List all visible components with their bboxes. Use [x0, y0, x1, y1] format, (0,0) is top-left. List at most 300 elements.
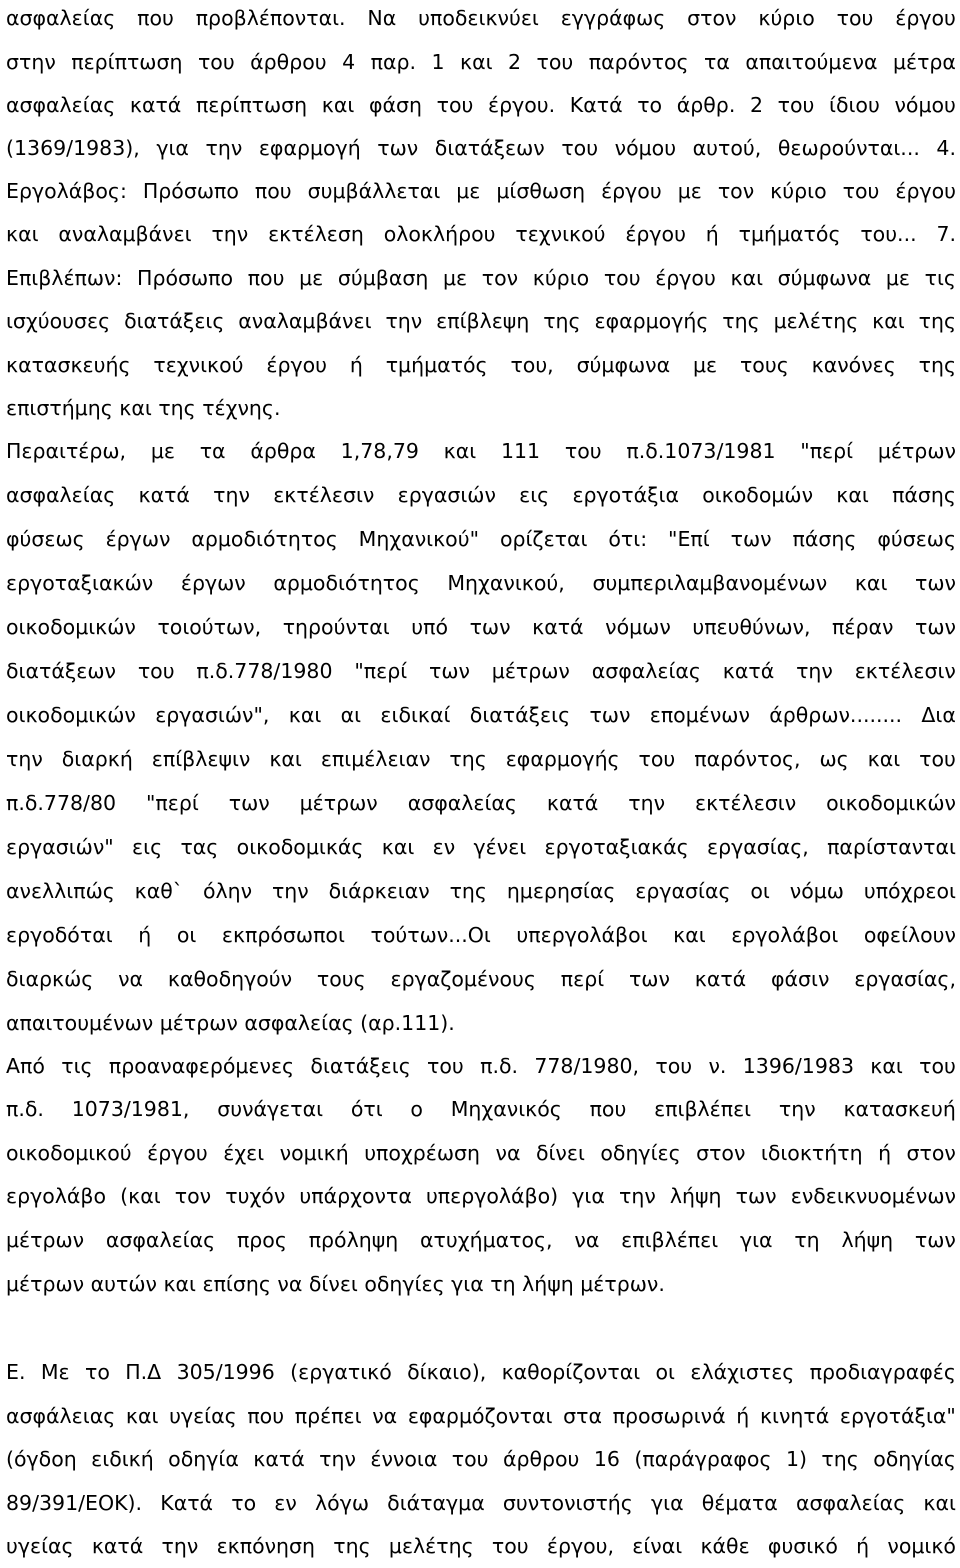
word: οδηγίας — [873, 1447, 956, 1471]
text-line: μέτρων αυτών και επίσης να δίνει οδηγίες για τη λήψη μέτρων. — [6, 1272, 665, 1296]
text-line — [6, 219, 956, 249]
word: επιβλέπει — [621, 1228, 719, 1252]
word: επίβλεψιν — [151, 747, 251, 771]
word: του — [137, 659, 175, 683]
word: εφαρμογή — [258, 136, 361, 160]
word: υπόχρεοι — [863, 879, 956, 903]
word: με — [150, 439, 175, 463]
word: κατά — [722, 659, 775, 683]
word: π.δ.778/80 — [6, 791, 117, 815]
text-line — [6, 1225, 956, 1255]
word: κατασκευής — [6, 353, 131, 377]
word: π.δ. — [6, 1097, 44, 1121]
word: παρίστανται — [827, 835, 956, 859]
word: ασφάλειας — [6, 1404, 116, 1428]
word: και — [443, 439, 477, 463]
word: τμήματός — [385, 353, 488, 377]
word: την — [213, 483, 250, 507]
word: μέτρα — [892, 50, 956, 74]
word: για — [572, 1184, 605, 1208]
word: 305/1996 — [176, 1360, 275, 1384]
word: στον — [696, 1141, 746, 1165]
word: (παράγραφος — [634, 1447, 772, 1471]
word: και — [854, 571, 888, 595]
word: σύμφωνα — [576, 353, 671, 377]
word: πάσης — [792, 527, 857, 551]
word: την — [619, 1184, 656, 1208]
word: οι — [655, 1360, 675, 1384]
word: ή — [349, 353, 363, 377]
word: ολοκλήρου — [383, 222, 496, 246]
word: ότι — [350, 1097, 383, 1121]
word: έργου. — [488, 93, 556, 117]
word: την — [628, 791, 666, 815]
word: 778/1980, — [534, 1054, 640, 1078]
word: θεωρούνται... — [777, 136, 920, 160]
word: με — [677, 179, 702, 203]
word: Να — [367, 6, 397, 30]
word: ή — [138, 923, 152, 947]
word: (1369/1983), — [6, 136, 140, 160]
word: με — [885, 266, 910, 290]
word: της — [449, 879, 487, 903]
word: νόμω — [789, 879, 844, 903]
word: παρόντος — [588, 50, 689, 74]
word: εκπόνηση — [216, 1534, 316, 1558]
word: κατά — [694, 967, 747, 991]
text-line — [6, 964, 956, 994]
word: φύσεως — [6, 527, 85, 551]
word: άρθρου — [502, 1447, 580, 1471]
word: επομένων — [649, 703, 750, 727]
word: την — [211, 222, 249, 246]
word: εργοταξιακών — [6, 571, 154, 595]
word: διαρκή — [61, 747, 133, 771]
word: εκτέλεση — [268, 222, 364, 246]
word: ως — [819, 747, 849, 771]
word: μέτρων — [491, 659, 570, 683]
word: π.δ.1073/1981 — [626, 439, 776, 463]
word: διατάξεων — [6, 659, 116, 683]
word: και — [867, 747, 901, 771]
word: στην — [6, 50, 56, 74]
word: Μηχανικού, — [447, 571, 565, 595]
word: της — [918, 353, 956, 377]
word: και — [381, 835, 415, 859]
word: 1 — [431, 50, 445, 74]
word: εν — [432, 835, 456, 859]
text-line — [6, 656, 956, 686]
word: του — [836, 6, 874, 30]
word: 7. — [936, 222, 956, 246]
word: διατάξεις — [124, 309, 225, 333]
word: του — [777, 93, 815, 117]
word: της — [543, 309, 581, 333]
word: εις — [519, 483, 550, 507]
word: εφαρμόζονται — [407, 1404, 553, 1428]
text-line — [6, 1094, 956, 1124]
text-line — [6, 176, 956, 206]
word: ανελλιπώς — [6, 879, 115, 903]
word: που — [254, 179, 292, 203]
text-line: επιστήμης και της τέχνης. — [6, 396, 281, 420]
word: κατά — [532, 615, 584, 639]
word: υπεργολάβο) — [425, 1184, 559, 1208]
word: για — [651, 1491, 684, 1515]
word: των — [377, 136, 419, 160]
word: Επιβλέπων: — [6, 266, 123, 290]
word: μέτρων — [299, 791, 378, 815]
word: επιμέλειαν — [320, 747, 431, 771]
text-line — [6, 744, 956, 774]
word: υπευθύνων, — [692, 615, 811, 639]
word: τη — [794, 1228, 820, 1252]
word: εργασίας, — [854, 967, 956, 991]
word: άρθρ. — [676, 93, 736, 117]
word: φυσικό — [767, 1534, 838, 1558]
word: εργαζομένους — [390, 967, 536, 991]
word: κανόνες — [811, 353, 896, 377]
word: παρόντος, — [694, 747, 801, 771]
word: εκτέλεσιν — [273, 483, 375, 507]
word: Ε. — [6, 1360, 26, 1384]
word: λήψη — [841, 1228, 894, 1252]
word: 16 — [593, 1447, 620, 1471]
word: και — [460, 50, 493, 74]
word: με — [442, 266, 468, 290]
word: υγείας — [169, 1404, 237, 1428]
word: κάθε — [700, 1534, 750, 1558]
word: εργασιών" — [6, 835, 114, 859]
word: του — [561, 136, 599, 160]
word: 1) — [785, 1447, 807, 1471]
word: ότι: — [608, 527, 648, 551]
word: πάσης — [892, 483, 956, 507]
text-line — [6, 832, 956, 862]
word: του — [638, 747, 676, 771]
word: Π.Δ — [125, 1360, 162, 1384]
word: Από — [6, 1054, 45, 1078]
word: πέραν — [832, 615, 894, 639]
word: την — [319, 1447, 356, 1471]
word: έργων — [105, 527, 171, 551]
word: την — [385, 309, 423, 333]
word: του — [491, 1534, 529, 1558]
word: εγγράφως — [560, 6, 666, 30]
text-line — [6, 263, 956, 293]
word: οικοδομικάς — [236, 835, 364, 859]
word: κατά — [91, 1534, 144, 1558]
word: του — [655, 1054, 693, 1078]
word: έργου — [625, 222, 686, 246]
word: Κατά — [160, 1491, 214, 1515]
word: Πρόσωπο — [142, 179, 239, 203]
word: του — [919, 747, 956, 771]
word: και — [288, 703, 322, 727]
word: 4. — [936, 136, 956, 160]
word: του — [451, 1447, 489, 1471]
word: εκτέλεσιν — [695, 791, 797, 815]
text-line — [6, 90, 956, 120]
word: εργοτάξια — [572, 483, 679, 507]
word: το — [637, 93, 663, 117]
word: (εργατικό — [290, 1360, 392, 1384]
word: της — [333, 1534, 371, 1558]
word: εργασιών", — [155, 703, 270, 727]
word: όλην — [202, 879, 253, 903]
word: ασφαλείας — [6, 483, 116, 507]
word: και — [125, 1404, 159, 1428]
word: διατάξεις — [310, 1054, 411, 1078]
word: κατά — [546, 791, 599, 815]
text-line — [6, 920, 956, 950]
word: προβλέπονται. — [195, 6, 346, 30]
word: του — [564, 439, 602, 463]
text-line — [6, 47, 956, 77]
word: "περί — [354, 659, 408, 683]
word: υπάρχοντα — [299, 1184, 412, 1208]
word: καθορίζονται — [501, 1360, 641, 1384]
word: του, — [510, 353, 554, 377]
word: σύμφωνα — [777, 266, 872, 290]
word: Περαιτέρω, — [6, 439, 127, 463]
word: φάση — [368, 93, 422, 117]
word: διαρκώς — [6, 967, 94, 991]
word: ο — [410, 1097, 423, 1121]
word: ασφαλείας — [105, 1228, 216, 1252]
word: λόγω — [315, 1491, 369, 1515]
word: "Επί — [668, 527, 710, 551]
word: (όγδοη — [6, 1447, 77, 1471]
word: 2 — [508, 50, 522, 74]
word: 1073/1981, — [71, 1097, 190, 1121]
text-line — [6, 876, 956, 906]
word: εργοδόται — [6, 923, 113, 947]
word: αρμοδιότητος — [273, 571, 420, 595]
word: Μηχανικού" — [358, 527, 480, 551]
word: 2 — [749, 93, 764, 117]
word: τον — [717, 179, 755, 203]
word: του — [536, 50, 574, 74]
word: συντονιστής — [502, 1491, 633, 1515]
word: 4 — [342, 50, 356, 74]
word: αι — [340, 703, 362, 727]
word: π.δ.778/1980 — [196, 659, 333, 683]
word: συνάγεται — [217, 1097, 324, 1121]
word: 111 — [500, 439, 541, 463]
word: θέματα — [701, 1491, 778, 1515]
text-line: απαιτουμένων μέτρων ασφαλείας (αρ.111). — [6, 1011, 455, 1035]
word: του... — [860, 222, 917, 246]
word: νομικό — [887, 1534, 956, 1558]
word: στον — [906, 1141, 956, 1165]
word: έργου, — [546, 1534, 615, 1558]
word: ή — [878, 1141, 892, 1165]
word: που — [589, 1097, 627, 1121]
word: στα — [563, 1404, 602, 1428]
text-line — [6, 524, 956, 554]
word: περί — [560, 967, 605, 991]
word: του — [197, 50, 235, 74]
word: Μηχανικός — [450, 1097, 562, 1121]
word: "περί — [800, 439, 854, 463]
word: καθ` — [134, 879, 184, 903]
word: οικοδομικών — [826, 791, 956, 815]
word: την — [161, 1534, 199, 1558]
word: των — [469, 615, 511, 639]
word: έργου — [895, 179, 956, 203]
word: νόμου — [894, 93, 956, 117]
word: ημερησίας — [506, 879, 616, 903]
word: τηρούνται — [282, 615, 390, 639]
word: περίπτωση — [195, 93, 308, 117]
word: έργου — [655, 266, 716, 290]
word: οικοδομών — [702, 483, 814, 507]
word: νομική — [279, 1141, 349, 1165]
word: υποχρέωση — [364, 1141, 481, 1165]
word: ορίζεται — [499, 527, 588, 551]
word: δίνει — [535, 1141, 585, 1165]
word: εκτέλεσιν — [854, 659, 956, 683]
word: έργων — [180, 571, 246, 595]
word: προσωρινά — [612, 1404, 726, 1428]
word: λήψη — [669, 1184, 722, 1208]
word: εργασιών — [397, 483, 496, 507]
word: κατά — [253, 1447, 305, 1471]
word: να — [372, 1404, 398, 1428]
word: της — [449, 747, 487, 771]
word: οικοδομικού — [6, 1141, 132, 1165]
word: πρόληψη — [308, 1228, 399, 1252]
word: σύμβαση — [337, 266, 429, 290]
word: του — [436, 93, 474, 117]
word: της — [821, 1447, 859, 1471]
word: άρθρου — [250, 50, 327, 74]
word: εργοτάξια" — [839, 1404, 956, 1428]
word: εφαρμογής — [594, 309, 709, 333]
word: μέτρων — [6, 1228, 85, 1252]
word: τα — [704, 50, 730, 74]
word: υπεργολάβοι — [516, 923, 648, 947]
word: και — [836, 483, 869, 507]
word: 89/391/ΕΟΚ). — [6, 1491, 143, 1515]
word: και — [6, 222, 39, 246]
word: κατά — [129, 93, 182, 117]
word: εις — [132, 835, 163, 859]
word: οικοδομικών — [6, 615, 136, 639]
word: Με — [40, 1360, 70, 1384]
word: Εργολάβος: — [6, 179, 127, 203]
word: απαιτούμενα — [745, 50, 878, 74]
word: ενδεικνυομένων — [790, 1184, 956, 1208]
word: με — [456, 179, 481, 203]
word: των — [735, 1184, 777, 1208]
word: την — [205, 136, 243, 160]
word: πρέπει — [294, 1404, 362, 1428]
word: που — [247, 1404, 285, 1428]
word: προαναφερόμενες — [108, 1054, 295, 1078]
word: ν. — [708, 1054, 727, 1078]
word: στον — [687, 6, 737, 30]
text-line — [6, 480, 956, 510]
word: που — [137, 6, 174, 30]
word: π.δ. — [480, 1054, 519, 1078]
word: είναι — [632, 1534, 683, 1558]
word: την — [6, 747, 43, 771]
word: Κατά — [569, 93, 623, 117]
word: αρμοδιότητος — [191, 527, 338, 551]
word: συμπεριλαμβανομένων — [592, 571, 828, 595]
text-line — [6, 1531, 956, 1561]
word: τα — [199, 439, 226, 463]
word: εν — [274, 1491, 297, 1515]
word: αναλαμβάνει — [58, 222, 192, 246]
word: γένει — [473, 835, 527, 859]
word: με — [299, 266, 324, 290]
word: ασφαλείας — [407, 791, 517, 815]
word: τους — [316, 967, 366, 991]
text-line — [6, 1488, 956, 1518]
word: των — [730, 527, 772, 551]
word: προδιαγραφές — [809, 1360, 956, 1384]
word: της — [918, 309, 956, 333]
word: το — [84, 1360, 110, 1384]
word: κατά — [138, 483, 190, 507]
word: μίσθωση — [496, 179, 586, 203]
word: νόμων — [605, 615, 671, 639]
word: με — [692, 353, 718, 377]
word: νόμου — [614, 136, 677, 160]
word: διατάξεων — [434, 136, 545, 160]
word: άρθρων........ — [769, 703, 903, 727]
text-line — [6, 1181, 956, 1211]
text-line — [6, 133, 956, 163]
word: που — [247, 266, 285, 290]
word: και — [872, 309, 905, 333]
word: ελάχιστες — [690, 1360, 795, 1384]
word: για — [739, 1228, 773, 1252]
word: να — [574, 1228, 600, 1252]
word: εργασίας, — [707, 835, 809, 859]
word: δίκαιο), — [407, 1360, 487, 1384]
word: ειδική — [91, 1447, 154, 1471]
word: τις — [61, 1054, 93, 1078]
word: του — [603, 266, 641, 290]
word: των — [915, 571, 956, 595]
word: υποδεικνύει — [418, 6, 539, 30]
text-line — [6, 3, 956, 33]
word: του — [427, 1054, 464, 1078]
word: αυτού, — [692, 136, 762, 160]
word: οδηγίες — [600, 1141, 681, 1165]
word: ή — [705, 222, 719, 246]
word: τις — [924, 266, 956, 290]
word: έργου — [147, 1141, 208, 1165]
word: άρθρα — [250, 439, 316, 463]
word: τους — [739, 353, 789, 377]
word: για — [156, 136, 189, 160]
word: οφείλουν — [863, 923, 956, 947]
text-line — [6, 1051, 956, 1081]
word: τοιούτων, — [157, 615, 262, 639]
word: κύριο — [758, 6, 815, 30]
word: 1,78,79 — [340, 439, 419, 463]
word: κύριο — [532, 266, 590, 290]
text-line — [6, 436, 956, 466]
word: τον — [481, 266, 519, 290]
word: κατασκευή — [843, 1097, 956, 1121]
word: να — [495, 1141, 521, 1165]
